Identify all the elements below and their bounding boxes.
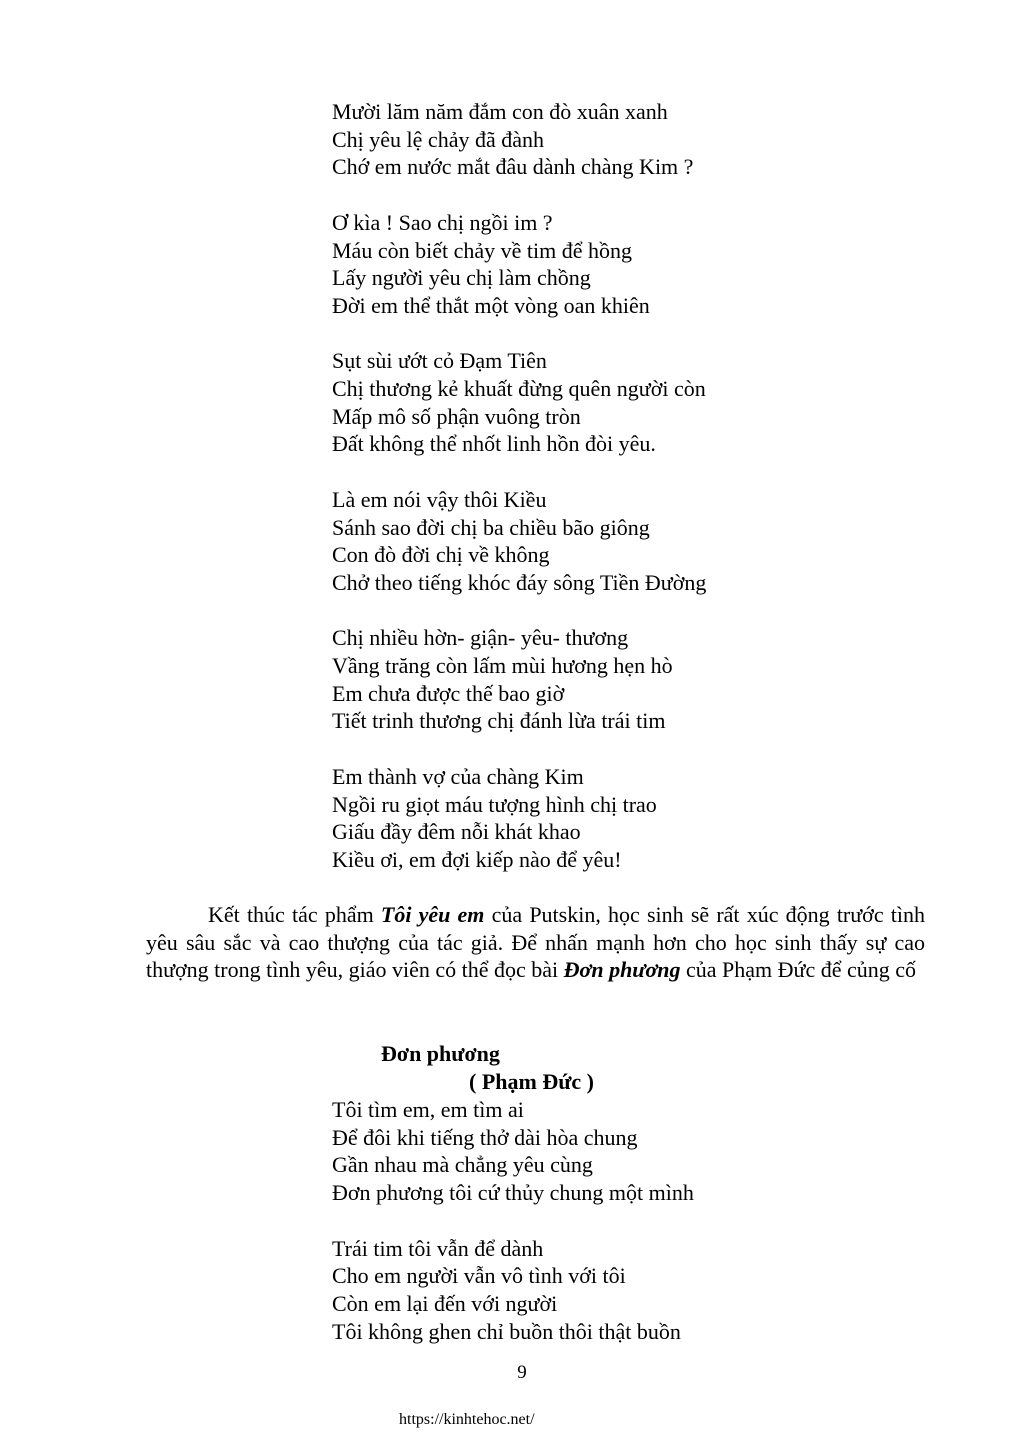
paragraph-text: của Phạm Đức để củng cố [680,957,917,983]
footer-url[interactable]: https://kinhtehoc.net/ [399,1411,535,1428]
poem-kieu [332,98,892,874]
poem-line: Tiết trinh thương chị đánh lừa trái tim [332,708,666,734]
page-number: 9 [517,1362,527,1383]
poem-line: Chị yêu lệ chảy đã đành [332,126,544,152]
poem-line: Chị nhiều hờn- giận- yêu- thương [332,625,629,651]
paragraph-text: của Putskin, học sinh sẽ rất xúc động trước tình yêu sâu sắc và cao thượng của tác giả. Để nhấn mạnh hơn cho học sinh thấy sự cao thượng trong tình yêu, giáo viên có thể đọc bài [146,902,925,983]
poem-stanza [332,1096,892,1207]
poem-line: Mấp mô số phận vuông tròn [332,403,581,429]
poem-line: Ngồi ru giọt máu tượng hình chị trao [332,791,657,817]
poem-line: Chở theo tiếng khóc đáy sông Tiền Đường [332,569,707,595]
poem-line: Kiều ơi, em đợi kiếp nào để yêu! [332,846,622,872]
poem-line: Chị thương kẻ khuất đừng quên người còn [332,376,706,401]
poem-line: Lấy người yêu chị làm chồng [332,265,591,291]
poem-stanza [332,624,892,735]
poem-line: Vầng trăng còn lấm mùi hương hẹn hò [332,653,673,678]
poem-line: Chớ em nước mắt đâu dành chàng Kim ? [332,154,694,180]
poem-line: Máu còn biết chảy về tim để hồng [332,237,632,263]
poem-line: Gần nhau mà chẳng yêu cùng [332,1152,593,1178]
poem-title-emphasis: Đơn phương [563,957,681,983]
poem-author: ( Phạm Đức ) [469,1069,595,1094]
poem-line: Đời em thể thắt một vòng oan khiên [332,292,650,318]
poem-line: Em chưa được thế bao giờ [332,680,565,706]
poem-stanza [332,1235,892,1346]
poem-line: Sánh sao đời chị ba chiều bão giông [332,514,650,540]
poem-stanza [332,763,892,874]
poem-line: Mười lăm năm đắm con đò xuân xanh [332,99,668,124]
poem-line: Con đò đời chị về không [332,542,550,568]
poem-stanza [332,486,892,597]
poem-line: Đất không thể nhốt linh hồn đòi yêu. [332,431,656,457]
poem-line: Em thành vợ của chàng Kim [332,763,584,789]
poem-line: Cho em người vẫn vô tình với tôi [332,1263,626,1289]
poem-stanza [332,209,892,320]
poem-don-phuong [332,1096,892,1345]
poem-line: Là em nói vậy thôi Kiều [332,486,547,512]
poem-line: Để đôi khi tiếng thở dài hòa chung [332,1124,638,1150]
poem-stanza [332,347,892,458]
poem-line: Còn em lại đến với người [332,1290,558,1316]
poem-line: Tôi tìm em, em tìm ai [332,1097,524,1122]
poem-title: Đơn phương [381,1041,500,1066]
poem-stanza [332,98,892,181]
poem-line: Tôi không ghen chỉ buồn thôi thật buồn [332,1318,681,1344]
poem-line: Đơn phương tôi cứ thủy chung một mình [332,1180,694,1206]
poem-line: Sụt sùi ướt cỏ Đạm Tiên [332,348,547,374]
poem-line: Giấu đầy đêm nỗi khát khao [332,819,581,845]
poem-line: Ơ kìa ! Sao chị ngồi im ? [332,209,553,235]
work-title-emphasis: Tôi yêu em [380,902,485,927]
paragraph-text: Kết thúc tác phẩm [208,902,381,927]
poem-line: Trái tim tôi vẫn để dành [332,1235,544,1261]
body-paragraph [146,901,925,984]
